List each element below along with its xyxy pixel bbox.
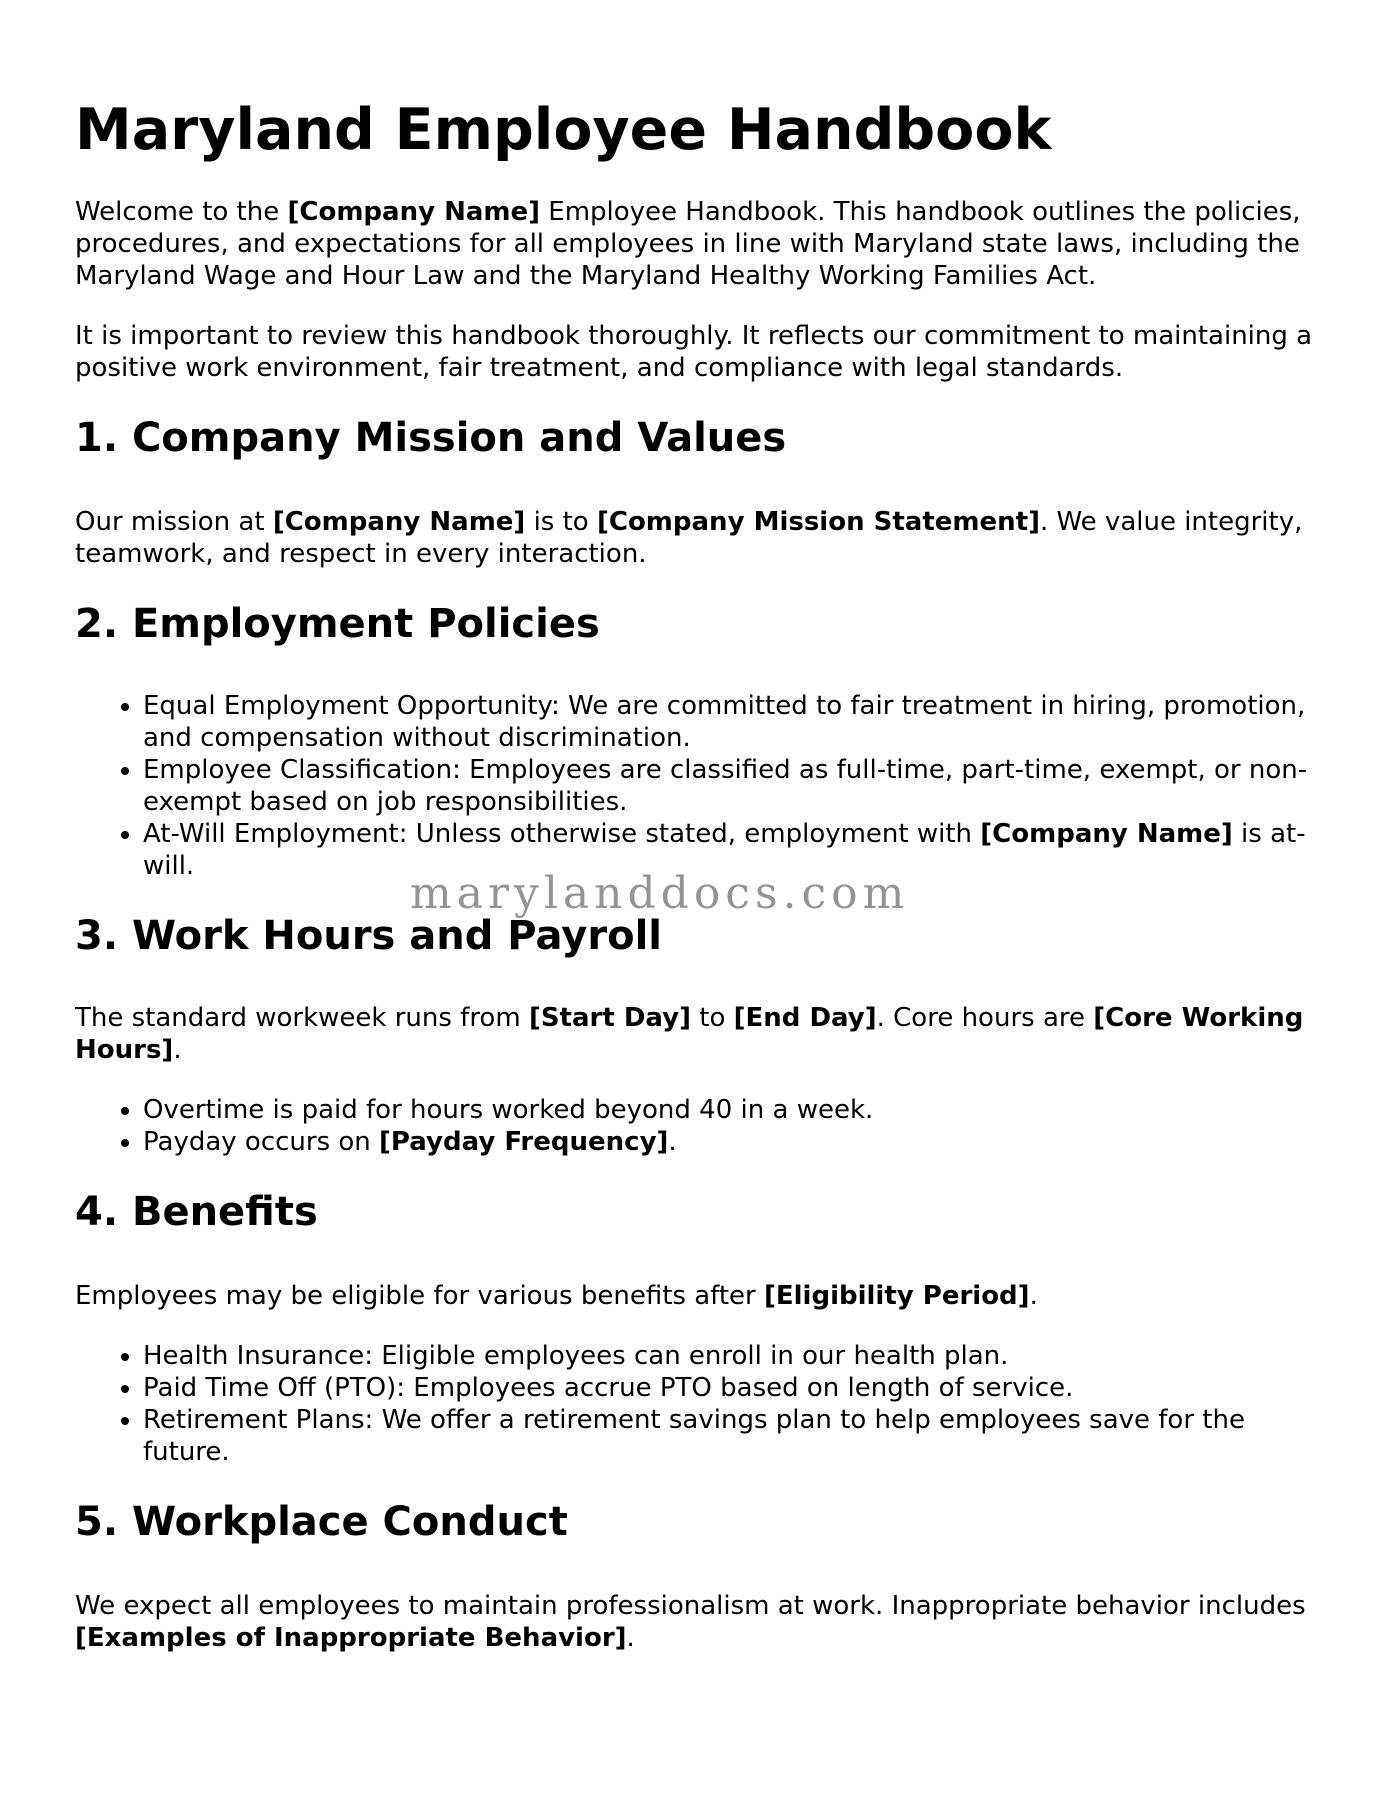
list-item: • Equal Employment Opportunity: We are committed to fair treatment in hiring, promotion, and compensation without discrimination. — [143, 690, 1315, 754]
section-3-post: . — [173, 1035, 182, 1065]
payday-pre: Payday occurs on — [143, 1127, 380, 1157]
section-3-paragraph — [75, 1002, 1315, 1066]
section-2-heading: 2. Employment Policies — [75, 601, 600, 647]
section-1-paragraph — [75, 506, 1315, 570]
intro-welcome-pre: Welcome to the — [75, 197, 288, 227]
section-1-heading: 1. Company Mission and Values — [75, 415, 787, 461]
payday-post: . — [668, 1127, 677, 1157]
intro-welcome-post: Employee Handbook. This handbook outlines the policies, procedures, and expectations for all employees in line with Maryland state laws, including the Maryland Wage and Hour Law and the Maryland Healthy Working Families Act. — [75, 197, 1301, 291]
section-1-pre: Our mission at — [75, 507, 273, 537]
section-1-mid: is to — [525, 507, 597, 537]
document-title: Maryland Employee Handbook — [75, 97, 1052, 163]
at-will-pre: At-Will Employment: Unless otherwise stated, employment with — [143, 819, 981, 849]
section-5-post: . — [626, 1623, 635, 1653]
list-item: • Retirement Plans: We offer a retirement savings plan to help employees save for the future. — [143, 1404, 1315, 1468]
section-4-paragraph — [75, 1280, 1315, 1312]
payday-frequency-placeholder: [Payday Frequency] — [379, 1127, 669, 1157]
company-name-placeholder: [Company Name] — [287, 197, 540, 227]
company-name-placeholder: [Company Name] — [980, 819, 1233, 849]
start-day-placeholder: [Start Day] — [528, 1003, 691, 1033]
company-name-placeholder: [Company Name] — [272, 507, 526, 537]
list-item — [143, 818, 1315, 882]
list-item: • Employee Classification: Employees are classified as full-time, part-time, exempt, or non-exempt based on job responsibilities. — [143, 754, 1315, 818]
intro-review-paragraph: It is important to review this handbook thoroughly. It reflects our commitment to maintaining a positive work environment, fair treatment, and compliance with legal standards. — [75, 321, 1313, 383]
section-3-heading: 3. Work Hours and Payroll — [75, 913, 663, 959]
section-3-pre: The standard workweek runs from — [75, 1003, 529, 1033]
list-item: • Paid Time Off (PTO): Employees accrue PTO based on length of service. — [143, 1372, 1315, 1404]
at-will-post: is at-will. — [143, 819, 1306, 881]
document-page — [75, 0, 1315, 1654]
section-4-pre: Employees may be eligible for various benefits after — [75, 1281, 764, 1311]
core-hours-placeholder: [Core Working Hours] — [75, 1003, 1304, 1065]
intro-welcome-paragraph — [75, 196, 1315, 292]
section-5-heading: 5. Workplace Conduct — [75, 1499, 568, 1545]
section-3-mid2: . Core hours are — [876, 1003, 1094, 1033]
end-day-placeholder: [End Day] — [733, 1003, 877, 1033]
section-5-pre: We expect all employees to maintain professionalism at work. Inappropriate behavior includes — [75, 1591, 1306, 1621]
watermark: marylanddocs.com — [410, 868, 910, 919]
mission-statement-placeholder: [Company Mission Statement] — [596, 507, 1040, 537]
inappropriate-behavior-placeholder: [Examples of Inappropriate Behavior] — [75, 1623, 627, 1653]
eligibility-period-placeholder: [Eligibility Period] — [764, 1281, 1030, 1311]
section-3-mid1: to — [690, 1003, 734, 1033]
section-4-heading: 4. Benefits — [75, 1189, 318, 1235]
section-4-post: . — [1029, 1281, 1038, 1311]
list-item — [143, 1126, 1315, 1158]
section-5-paragraph — [75, 1590, 1315, 1654]
benefits-list — [75, 1340, 1315, 1468]
section-1-post: . We value integrity, teamwork, and respect in every interaction. — [75, 507, 1303, 569]
list-item: • Health Insurance: Eligible employees can enroll in our health plan. — [143, 1340, 1315, 1372]
list-item: • Overtime is paid for hours worked beyond 40 in a week. — [143, 1094, 1315, 1126]
payroll-list — [75, 1094, 1315, 1158]
employment-policies-list — [75, 690, 1315, 882]
